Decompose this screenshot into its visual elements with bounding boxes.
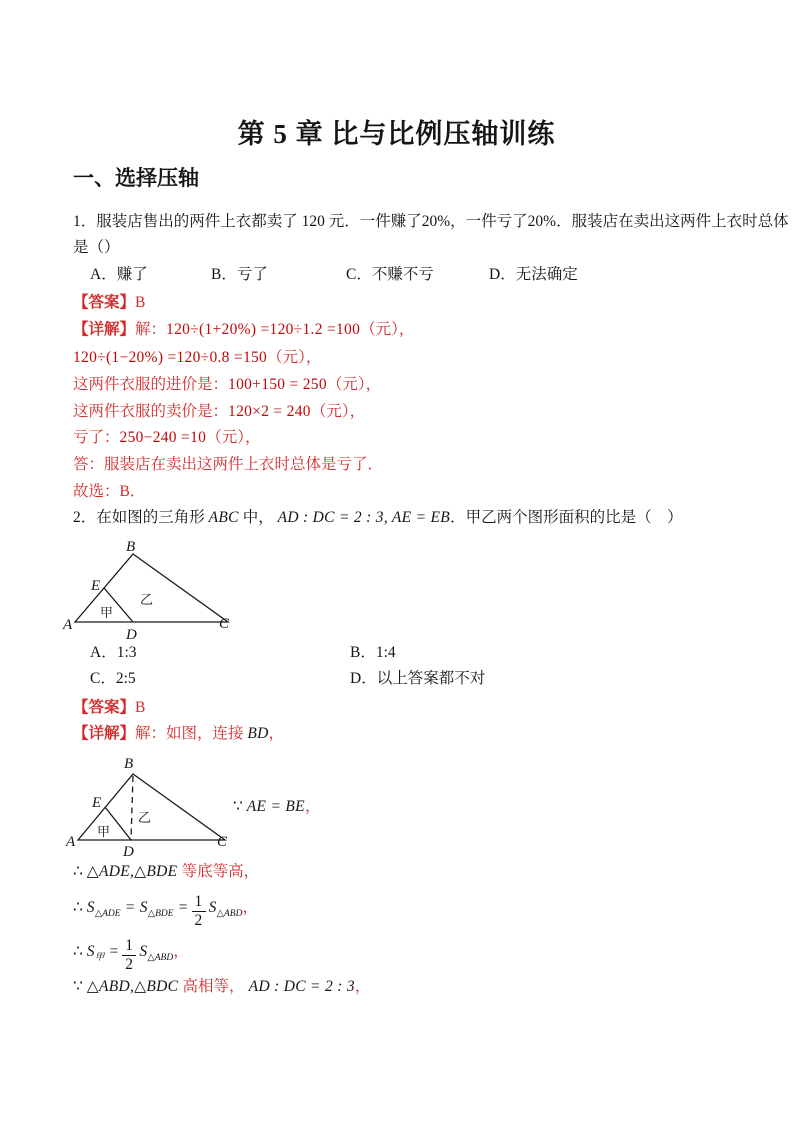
fig1-label-a: A <box>63 617 73 633</box>
fig2-label-e: E <box>92 795 102 811</box>
q2-option-d: D．以上答案都不对 <box>350 670 486 687</box>
q2-answer-line <box>73 694 145 722</box>
q1-detail-label: 【详解】 <box>73 321 136 338</box>
q1-unit3: （元）， <box>326 376 382 393</box>
q1-solution-line6: 答：服装店在卖出这两件上衣时总体是亏了． <box>73 456 384 473</box>
q1-answer-value: B <box>135 294 146 311</box>
q1-option-c: C．不赚不亏 <box>346 266 434 283</box>
q1-equation3: 100+150 = 250 <box>228 376 327 393</box>
fig1-label-jia: 甲 <box>100 605 114 620</box>
because-symbol: ∵ <box>73 978 87 995</box>
one-half-fraction <box>192 894 206 930</box>
fig1-label-c: C <box>219 616 230 632</box>
because-comma: ， <box>304 798 321 815</box>
q2-stem <box>73 504 683 532</box>
q1-solution-line5 <box>73 424 260 452</box>
q2-answer-label: 【答案】 <box>73 699 136 716</box>
area-symbol: S <box>208 899 217 916</box>
fig2-label-yi: 乙 <box>138 810 152 825</box>
q1-equation1: 120÷(1+20%) =120÷1.2 =100 <box>166 321 361 338</box>
therefore-symbol: ∴ <box>73 943 87 960</box>
because-symbol: ∵ <box>233 798 247 815</box>
fig2-label-jia: 甲 <box>97 824 111 839</box>
q2-answer-value: B <box>135 699 146 716</box>
section-heading: 一、选择压轴 <box>73 166 199 190</box>
fraction-denominator: 2 <box>125 956 134 973</box>
area-symbol: S <box>139 943 148 960</box>
q2-sol4-red: 高相等， <box>182 978 245 995</box>
q1-text4: 这两件衣服的卖价是： <box>73 403 229 420</box>
q2-sol4-math2: AD : DC = 2 : 3 <box>244 978 355 995</box>
q2-sol-line4 <box>73 973 370 1001</box>
q2-sol3-comma: ， <box>173 943 189 960</box>
q1-option-d: D．无法确定 <box>489 266 578 283</box>
q2-sol-line1 <box>73 858 259 886</box>
dashed-bd-segment <box>131 776 133 840</box>
q2-stem-mid: 中， <box>238 509 278 526</box>
fig1-label-e: E <box>91 578 101 594</box>
subscript-abd: △ABD <box>147 953 174 964</box>
fraction-numerator: 1 <box>192 894 206 912</box>
q2-option-a: A．1:3 <box>90 644 137 661</box>
q2-sol4-comma: ， <box>354 978 371 995</box>
q1-solution-line3 <box>73 371 381 399</box>
equals-sign: = <box>177 899 189 916</box>
fig2-label-a: A <box>66 834 76 850</box>
q1-unit1: （元）， <box>360 321 415 338</box>
one-half-fraction <box>122 938 136 974</box>
area-symbol: S <box>86 899 95 916</box>
q1-text3: 这两件衣服的进价是： <box>73 376 229 393</box>
fig2-label-b: B <box>124 756 134 772</box>
fig1-label-yi: 乙 <box>140 592 154 607</box>
q2-option-b: B．1:4 <box>350 644 396 661</box>
q1-detail-prefix: 解： <box>135 321 167 338</box>
q2-detail-comma: ， <box>268 725 285 742</box>
q2-detail-prefix: 解：如图，连接 <box>135 725 248 742</box>
subscript-jia: 甲 <box>94 953 105 964</box>
area-symbol: S <box>86 943 95 960</box>
q2-option-c: C．2:5 <box>90 670 136 687</box>
q2-because-annotation <box>233 793 320 821</box>
q1-equation5: 250−240 =10 <box>119 429 207 446</box>
page-title: 第 5 章 比与比例压轴训练 <box>237 119 556 149</box>
q2-stem-pre: 2．在如图的三角形 <box>73 509 209 526</box>
q1-unit4: （元）， <box>310 403 366 420</box>
q1-option-b: B．亏了 <box>211 266 268 283</box>
q1-stem-line1: 1．服装店售出的两件上衣都卖了 120 元．一件赚了20%，一件亏了20%．服装店在卖出这两件上衣时总体 <box>73 213 789 230</box>
q1-equation4: 120×2 = 240 <box>228 403 311 420</box>
therefore-symbol: ∴ <box>73 899 87 916</box>
q2-sol1-red: 等底等高， <box>181 863 260 880</box>
q1-solution-line7: 故选：B． <box>73 483 146 500</box>
q1-unit5: （元）， <box>206 429 261 446</box>
q1-solution-line4 <box>73 398 365 426</box>
fig1-label-b: B <box>126 540 136 555</box>
q1-equation2: 120÷(1−20%) =120÷0.8 =150 <box>73 349 268 366</box>
equals-sign: = <box>108 943 120 960</box>
fraction-numerator: 1 <box>122 938 136 956</box>
q2-sol2-comma: ， <box>242 899 258 916</box>
fig2-label-c: C <box>217 834 228 850</box>
q2-detail-label: 【详解】 <box>73 725 136 742</box>
q2-detail-math: BD <box>247 725 269 742</box>
q1-solution-line2 <box>73 344 321 372</box>
q1-answer-line <box>73 289 145 317</box>
q2-stem-math2: AD : DC = 2 : 3, AE = EB <box>277 509 451 526</box>
subscript-bde: △BDE <box>147 909 174 920</box>
fraction-denominator: 2 <box>194 912 203 929</box>
q1-answer-label: 【答案】 <box>73 294 136 311</box>
q2-detail-line <box>73 720 284 748</box>
q2-stem-math1: ABC <box>208 509 239 526</box>
q1-solution-line1 <box>73 316 414 344</box>
q2-stem-post: ．甲乙两个图形面积的比是（ ） <box>450 509 683 526</box>
because-math: AE = BE <box>246 798 305 815</box>
subscript-ade: △ADE <box>94 909 121 920</box>
equals-sign: = <box>124 899 136 916</box>
q1-option-a: A．赚了 <box>90 266 148 283</box>
q2-sol-line2 <box>73 886 258 930</box>
q1-unit2: （元）， <box>267 349 322 366</box>
q2-sol4-math1: △ABD,△BDC <box>86 978 183 995</box>
q2-sol-line3 <box>73 930 189 974</box>
q2-figure-triangle <box>60 540 330 644</box>
therefore-symbol: ∴ <box>73 863 87 880</box>
q1-stem-line2: 是（） <box>73 239 120 256</box>
fig2-label-d: D <box>123 844 134 860</box>
subscript-abd: △ABD <box>216 909 243 920</box>
q2-sol1-math: △ADE,△BDE <box>86 863 182 880</box>
fig1-label-d: D <box>126 627 137 643</box>
q1-text5: 亏了： <box>73 429 120 446</box>
area-symbol: S <box>139 899 148 916</box>
